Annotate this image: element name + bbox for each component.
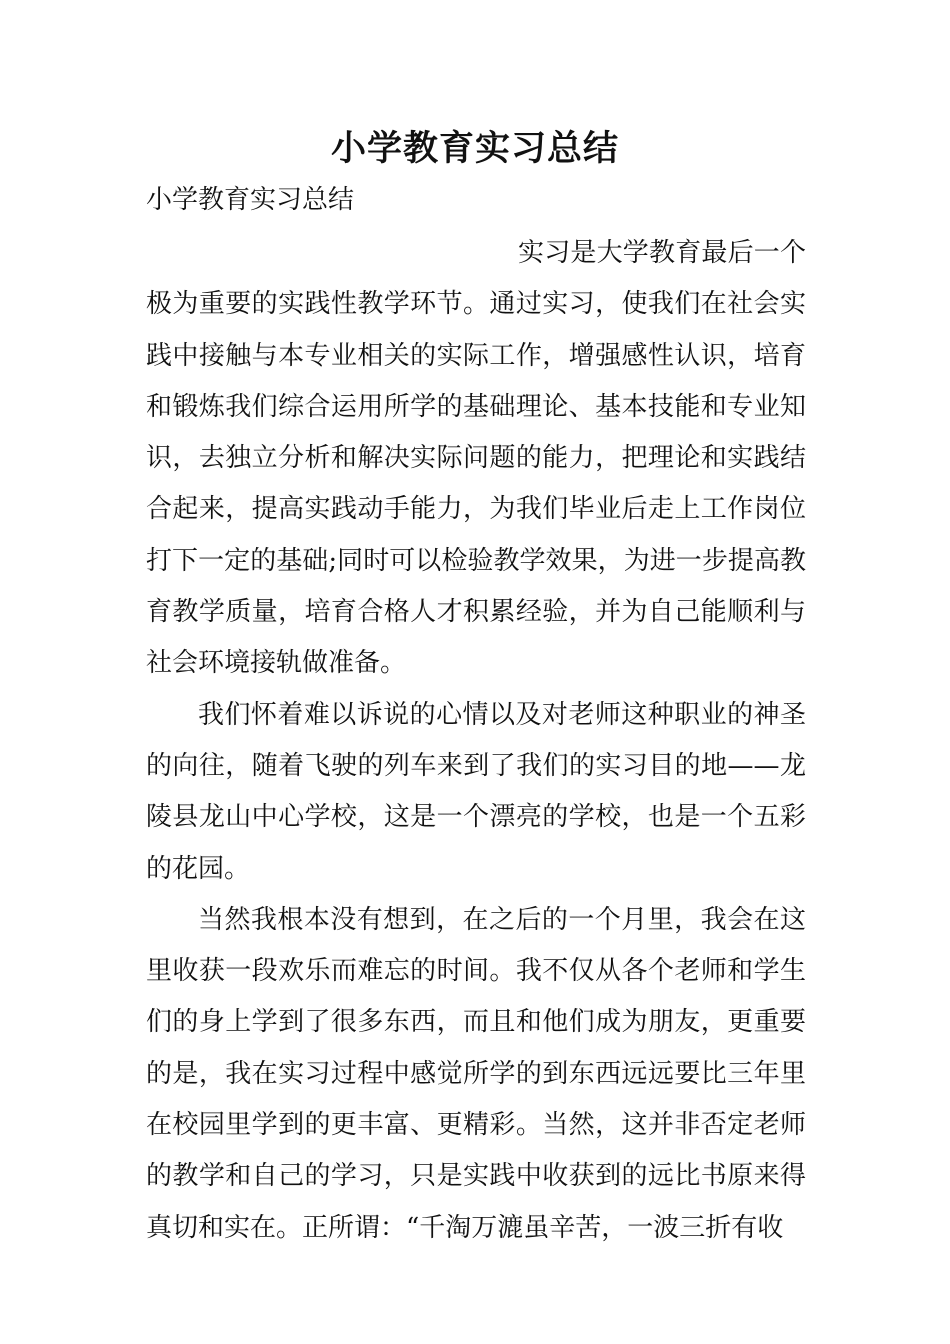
document-title: 小学教育实习总结 <box>330 129 619 169</box>
paragraph-arrival: 我们怀着难以诉说的心情以及对老师这种职业的神圣的向往，随着飞驶的列车来到了我们的实习目的地——龙陵县龙山中心学校，这是一个漂亮的学校，也是一个五彩的花园。 <box>146 699 806 884</box>
document-body <box>146 228 806 1254</box>
paragraph-reflection: 当然我根本没有想到，在之后的一个月里，我会在这里收获一段欢乐而难忘的时间。我不仅从各个老师和学生们的身上学到了很多东西，而且和他们成为朋友，更重要的是，我在实习过程中感觉所学的到东西远远要比三年里在校园里学到的更丰富、更精彩。当然，这并非否定老师的教学和自己的学习，只是实践中收获到的远比书原来得真切和实在。正所谓：“千淘万漉虽辛苦，一波三折有收 <box>146 904 806 1243</box>
paragraph-internship-purpose: 实习是大学教育最后一个极为重要的实践性教学环节。通过实习，使我们在社会实践中接触与本专业相关的实际工作，增强感性认识，培育和锻炼我们综合运用所学的基础理论、基本技能和专业知识，去独立分析和解决实际问题的能力，把理论和实践结合起来，提高实践动手能力，为我们毕业后走上工作岗位打下一定的基础;同时可以检验教学效果，为进一步提高教育教学质量，培育合格人才积累经验，并为自己能顺利与社会环境接轨做准备。 <box>146 238 806 679</box>
document-subtitle: 小学教育实习总结 <box>146 185 355 215</box>
